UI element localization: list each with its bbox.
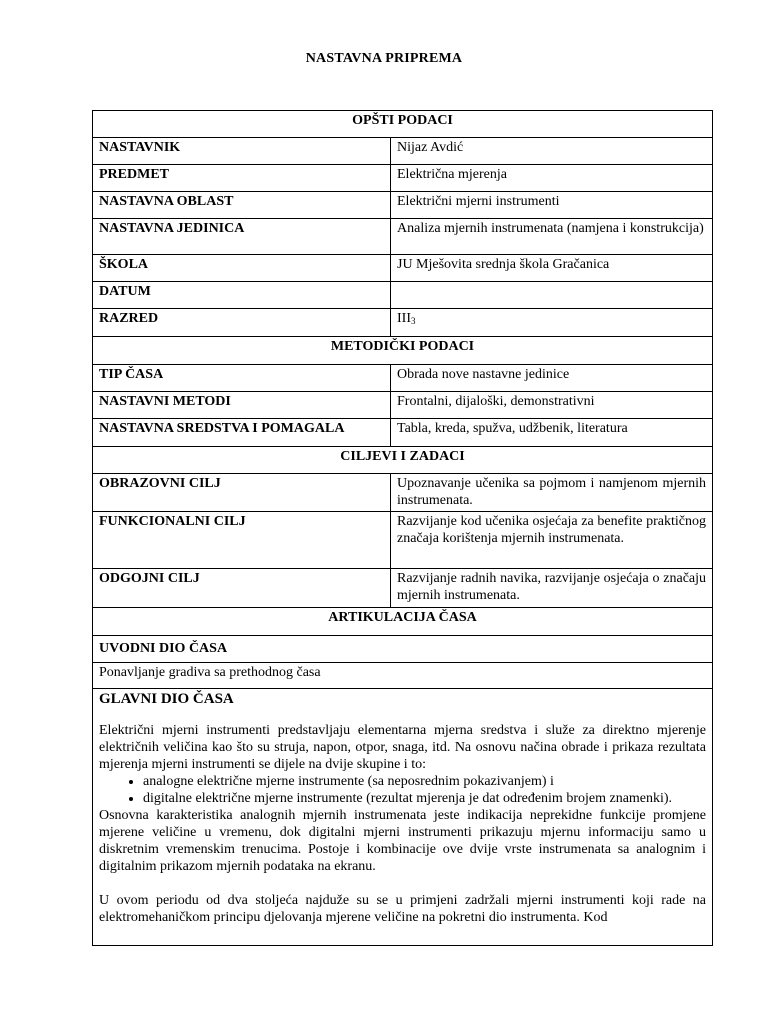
row-label-teacher: NASTAVNIK [93,138,391,165]
document-title: NASTAVNA PRIPREMA [305,51,463,66]
row-value-area: Električni mjerni instrumenti [391,192,713,219]
section-heading-articulation: ARTIKULACIJA ČASA [93,608,713,636]
main-paragraph-3: U ovom periodu od dva stoljeća najduže su se u primjeni zadržali mjerni instrumenti koji rade na elektromehaničkom principu djelovanja mjerene veličine na pokretni dio instrumenta. Kod [99,893,707,925]
section-row-general [93,111,713,138]
row-value-unit: Analiza mjernih instrumenata (namjena i konstrukcija) [391,219,713,255]
section-heading-goals: CILJEVI I ZADACI [93,447,713,474]
main-paragraph-1: Električni mjerni instrumenti predstavljaju elementarna mjerna sredstva i služe za direktno mjerenje električnih veličina kao što su struja, napon, otpor, snaga, itd. Na osnovu načina obrade i prikaza rezultata mjerenja mjerni instrumenti se dijele na dvije skupine i to: [99,723,707,772]
intro-text: Ponavljanje gradiva sa prethodnog časa [93,663,713,689]
table-row [93,569,713,608]
table-row [93,219,713,255]
table-row [93,512,713,569]
section-row-methodical [93,337,713,365]
grade-subscript: 3 [411,316,416,326]
row-label-area: NASTAVNA OBLAST [93,192,391,219]
list-item: • analogne električne mjerne instrumente (sa neposrednim pokazivanjem) i [143,773,706,790]
table-row [93,474,713,512]
row-label-unit: NASTAVNA JEDINICA [93,219,391,255]
row-value-educational-goal: Upoznavanje učenika sa pojmom i namjenom mjernih instrumenata. [391,474,713,512]
row-label-grade: RAZRED [93,309,391,337]
table-row [93,165,713,192]
table-row [93,392,713,419]
row-label-lesson-type: TIP ČASA [93,365,391,392]
grade-text: III [397,311,411,326]
main-part-cell [93,689,713,946]
lesson-plan-table [92,110,713,946]
table-row [93,282,713,309]
main-paragraph-2: Osnovna karakteristika analognih mjernih instrumenata jeste indikacija neprekidne funkcije promjene mjerene veličine u vremenu, dok digitalni mjerni instrumenti prikazuju mjernu informaciju samo u diskretnim vremenskim trenucima. Postoje i kombinacije ove dvije vrste instrumenata sa analognim i digitalnim prikazom mjernih podataka na ekranu. [99,808,707,874]
section-heading-general: OPŠTI PODACI [93,111,713,138]
row-value-upbringing-goal: Razvijanje radnih navika, razvijanje osjećaja o značaju mjernih instrumenata. [391,569,713,608]
row-label-tools: NASTAVNA SREDSTVA I POMAGALA [93,419,391,447]
row-value-teacher: Nijaz Avdić [391,138,713,165]
row-label-subject: PREDMET [93,165,391,192]
row-value-lesson-type: Obrada nove nastavne jedinice [391,365,713,392]
row-value-date [391,282,713,309]
table-row [93,419,713,447]
main-heading: GLAVNI DIO ČASA [99,691,234,707]
table-row [93,255,713,282]
row-label-educational-goal: OBRAZOVNI CILJ [93,474,391,512]
section-row-articulation [93,608,713,636]
row-value-school: JU Mješovita srednja škola Gračanica [391,255,713,282]
table-row [93,192,713,219]
table-row [93,309,713,337]
row-value-grade [391,309,713,337]
intro-heading: UVODNI DIO ČASA [93,636,713,663]
row-value-methods: Frontalni, dijaloški, demonstrativni [391,392,713,419]
section-row-goals [93,447,713,474]
list-item: • digitalne električne mjerne instrumente (rezultat mjerenja je dat određenim brojem znamenki). [143,790,706,807]
row-value-tools: Tabla, kreda, spužva, udžbenik, literatura [391,419,713,447]
main-part-row [93,689,713,946]
section-heading-methodical: METODIČKI PODACI [93,337,713,365]
row-label-date: DATUM [93,282,391,309]
table-row [93,138,713,165]
intro-heading-row [93,636,713,663]
table-row [93,365,713,392]
row-value-subject: Električna mjerenja [391,165,713,192]
row-value-functional-goal: Razvijanje kod učenika osjećaja za benefite praktičnog značaja korištenja mjernih instrumenata. [391,512,713,569]
row-label-school: ŠKOLA [93,255,391,282]
instrument-types-list [99,773,706,807]
row-label-functional-goal: FUNKCIONALNI CILJ [93,512,391,569]
row-label-upbringing-goal: ODGOJNI CILJ [93,569,391,608]
intro-text-row [93,663,713,689]
row-label-methods: NASTAVNI METODI [93,392,391,419]
